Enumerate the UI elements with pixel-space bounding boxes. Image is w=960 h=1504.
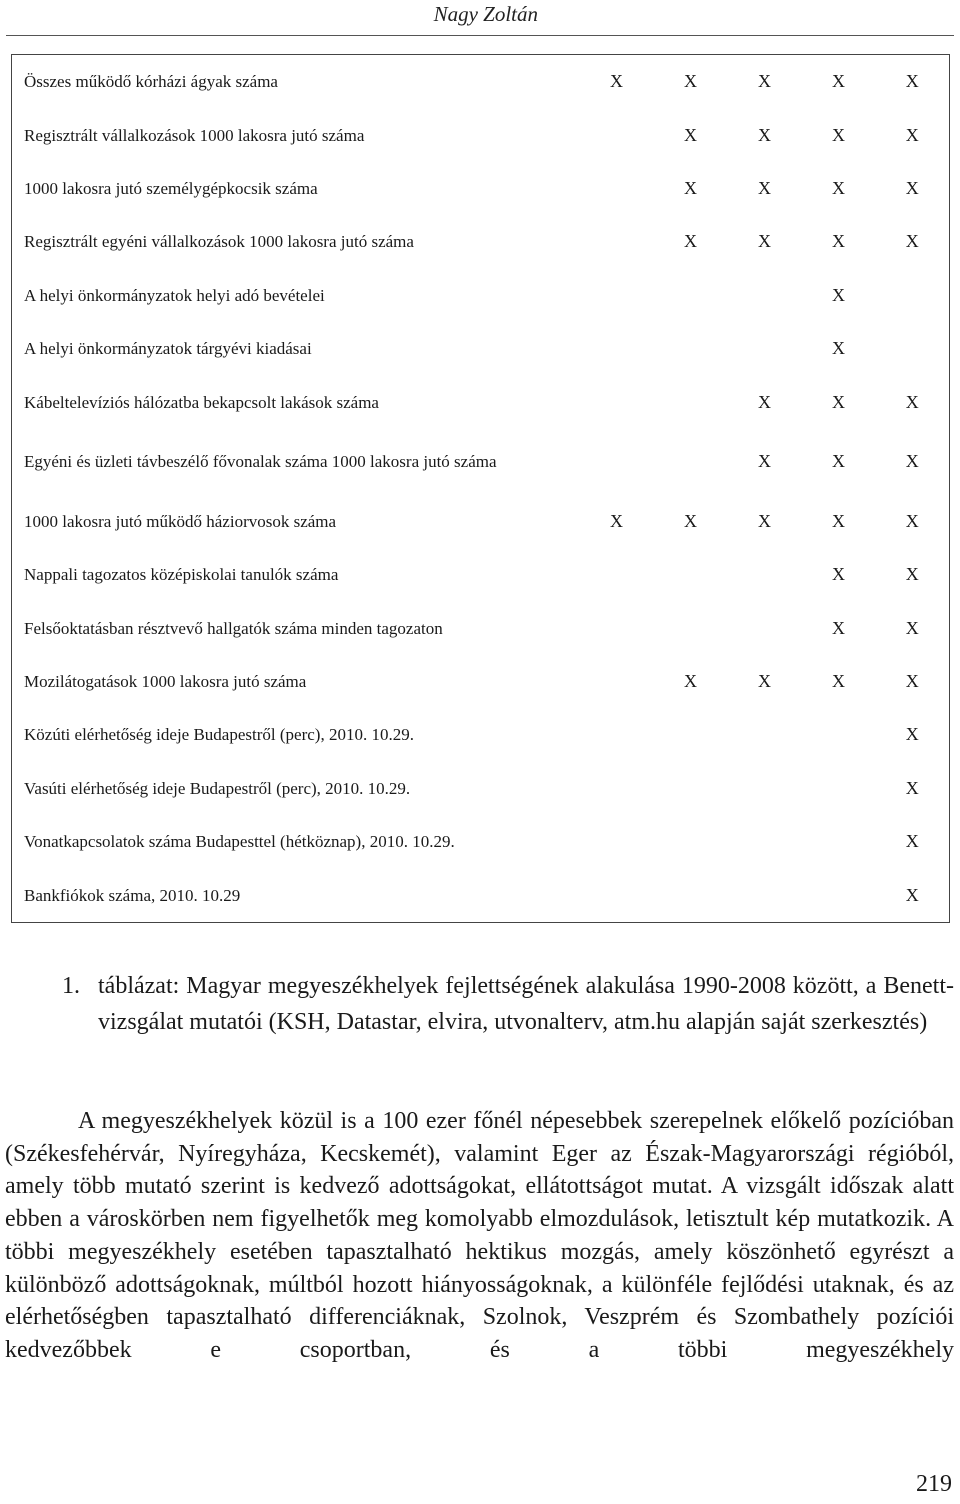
table-row xyxy=(12,495,950,548)
indicator-mark: X xyxy=(832,124,845,145)
indicator-mark: X xyxy=(905,564,919,585)
indicator-table xyxy=(11,54,950,923)
indicator-mark xyxy=(654,375,728,428)
table-row xyxy=(12,548,950,601)
indicator-mark: X xyxy=(832,177,845,198)
header-divider xyxy=(6,35,954,36)
table-row xyxy=(12,108,950,161)
table-row xyxy=(12,868,950,922)
indicator-mark xyxy=(654,815,728,868)
indicator-table-body xyxy=(12,55,950,923)
indicator-mark: X xyxy=(758,510,771,531)
indicator-mark: X xyxy=(832,451,845,472)
indicator-mark: X xyxy=(832,617,845,638)
table-row xyxy=(12,655,950,708)
table-row xyxy=(12,162,950,215)
indicator-mark xyxy=(580,548,654,601)
indicator-mark: X xyxy=(905,671,919,692)
indicator-mark xyxy=(654,762,728,815)
indicator-mark xyxy=(580,375,654,428)
indicator-mark xyxy=(728,602,802,655)
indicator-label: Bankfiókok száma, 2010. 10.29 xyxy=(24,885,241,905)
indicator-mark: X xyxy=(684,124,697,145)
indicator-mark: X xyxy=(758,451,771,472)
table-row xyxy=(12,429,950,495)
table-row xyxy=(12,375,950,428)
indicator-label: 1000 lakosra jutó működő háziorvosok száma xyxy=(24,511,337,531)
indicator-mark xyxy=(580,868,654,922)
body-paragraph-text: A megyeszékhelyek közül is a 100 ezer főnél népesebbek szerepelnek előkelő pozícióban (Székesfehérvár, Nyíregyháza, Kecskemét), valamint Eger az Észak-Magyarországi régióból, amely több mutató szerint is kedvező adottságokat, ellátottságot mutat. A vizsgált időszak alatt ebben a városkörben nem figyelhetők meg komolyabb elmozdulások, letisztult kép mutatkozik. A többi megyeszékhely esetében tapasztalható hektikus mozgás, amely köszönhető egyrészt a különböző adottságoknak, múltból hozott hiányosságoknak, a különféle fejlődési utaknak, és az elérhetőségben tapasztalható differenciáknak, Szolnok, Veszprém és Szombathely pozíciói kedvezőbbek e csoportban, és a többi megyeszékhely xyxy=(5,1108,954,1363)
indicator-label: Regisztrált egyéni vállalkozások 1000 lakosra jutó száma xyxy=(24,232,414,252)
caption-text: táblázat: Magyar megyeszékhelyek fejlettségének alakulása 1990-2008 között, a Benett-vizsgálat mutatói (KSH, Datastar, elvira, utvonalterv, atm.hu alapján saját szerkesztés) xyxy=(98,973,954,1035)
indicator-mark xyxy=(802,868,876,922)
indicator-label: Regisztrált vállalkozások 1000 lakosra jutó száma xyxy=(24,125,365,145)
indicator-mark xyxy=(654,269,728,322)
page-number: 219 xyxy=(916,1471,952,1497)
indicator-label: A helyi önkormányzatok helyi adó bevételei xyxy=(24,285,325,305)
indicator-mark xyxy=(876,322,950,375)
indicator-mark: X xyxy=(905,724,919,745)
indicator-label: Nappali tagozatos középiskolai tanulók száma xyxy=(24,565,339,585)
indicator-mark xyxy=(580,655,654,708)
indicator-mark: X xyxy=(758,124,771,145)
indicator-mark: X xyxy=(610,510,623,531)
indicator-mark: X xyxy=(905,884,919,905)
indicator-mark xyxy=(580,602,654,655)
indicator-mark: X xyxy=(684,177,697,198)
caption-number: 1. xyxy=(62,973,80,999)
indicator-mark: X xyxy=(832,391,845,412)
indicator-mark: X xyxy=(758,71,771,92)
indicator-label: Kábeltelevíziós hálózatba bekapcsolt lakások száma xyxy=(24,392,379,412)
indicator-mark xyxy=(654,708,728,761)
indicator-mark: X xyxy=(905,231,919,252)
indicator-mark: X xyxy=(905,71,919,92)
indicator-label: Vasúti elérhetőség ideje Budapestről (perc), 2010. 10.29. xyxy=(24,778,411,798)
indicator-mark: X xyxy=(905,391,919,412)
body-paragraph xyxy=(5,1105,954,1367)
indicator-mark xyxy=(802,708,876,761)
indicator-mark xyxy=(802,815,876,868)
indicator-mark: X xyxy=(905,177,919,198)
indicator-mark xyxy=(728,815,802,868)
table-caption xyxy=(62,968,954,1040)
table-row xyxy=(12,322,950,375)
indicator-mark xyxy=(580,162,654,215)
indicator-mark xyxy=(728,868,802,922)
indicator-mark xyxy=(654,868,728,922)
table-row xyxy=(12,708,950,761)
indicator-mark: X xyxy=(905,831,919,852)
table-row xyxy=(12,815,950,868)
indicator-mark: X xyxy=(758,231,771,252)
indicator-label: A helyi önkormányzatok tárgyévi kiadásai xyxy=(24,339,312,359)
indicator-mark xyxy=(802,762,876,815)
indicator-label: Vonatkapcsolatok száma Budapesttel (hétköznap), 2010. 10.29. xyxy=(24,832,455,852)
indicator-mark: X xyxy=(610,71,623,92)
indicator-mark: X xyxy=(905,451,919,472)
indicator-mark: X xyxy=(832,564,845,585)
indicator-mark xyxy=(654,429,728,495)
table-row xyxy=(12,269,950,322)
indicator-mark xyxy=(580,762,654,815)
indicator-mark: X xyxy=(905,510,919,531)
indicator-mark xyxy=(876,269,950,322)
indicator-mark xyxy=(654,548,728,601)
indicator-label: 1000 lakosra jutó személygépkocsik száma xyxy=(24,178,318,198)
indicator-mark: X xyxy=(905,777,919,798)
indicator-mark: X xyxy=(905,617,919,638)
indicator-mark: X xyxy=(905,124,919,145)
indicator-mark xyxy=(728,708,802,761)
indicator-label: Mozilátogatások 1000 lakosra jutó száma xyxy=(24,672,307,692)
indicator-label: Összes működő kórházi ágyak száma xyxy=(24,72,278,92)
indicator-mark: X xyxy=(684,231,697,252)
running-header-author: Nagy Zoltán xyxy=(433,2,538,26)
table-row xyxy=(12,762,950,815)
indicator-mark: X xyxy=(832,510,845,531)
indicator-label: Felsőoktatásban résztvevő hallgatók száma minden tagozaton xyxy=(24,618,443,638)
indicator-mark xyxy=(728,762,802,815)
indicator-mark xyxy=(728,322,802,375)
indicator-mark: X xyxy=(832,71,845,92)
indicator-label: Egyéni és üzleti távbeszélő fővonalak száma 1000 lakosra jutó száma xyxy=(24,452,497,472)
indicator-mark xyxy=(580,708,654,761)
indicator-mark xyxy=(580,269,654,322)
table-row xyxy=(12,215,950,268)
indicator-label: Közúti elérhetőség ideje Budapestről (perc), 2010. 10.29. xyxy=(24,725,414,745)
indicator-mark xyxy=(654,602,728,655)
indicator-mark xyxy=(580,215,654,268)
indicator-mark: X xyxy=(758,177,771,198)
indicator-mark: X xyxy=(684,71,697,92)
indicator-mark xyxy=(728,548,802,601)
indicator-mark: X xyxy=(832,284,845,305)
indicator-mark xyxy=(728,269,802,322)
indicator-mark: X xyxy=(758,671,771,692)
table-row xyxy=(12,55,950,109)
indicator-mark xyxy=(580,429,654,495)
indicator-mark xyxy=(580,322,654,375)
indicator-mark: X xyxy=(832,231,845,252)
indicator-mark: X xyxy=(832,338,845,359)
indicator-mark xyxy=(580,108,654,161)
indicator-mark: X xyxy=(832,671,845,692)
table-row xyxy=(12,602,950,655)
indicator-mark xyxy=(580,815,654,868)
indicator-mark: X xyxy=(684,510,697,531)
indicator-mark: X xyxy=(684,671,697,692)
indicator-mark xyxy=(654,322,728,375)
indicator-mark: X xyxy=(758,391,771,412)
